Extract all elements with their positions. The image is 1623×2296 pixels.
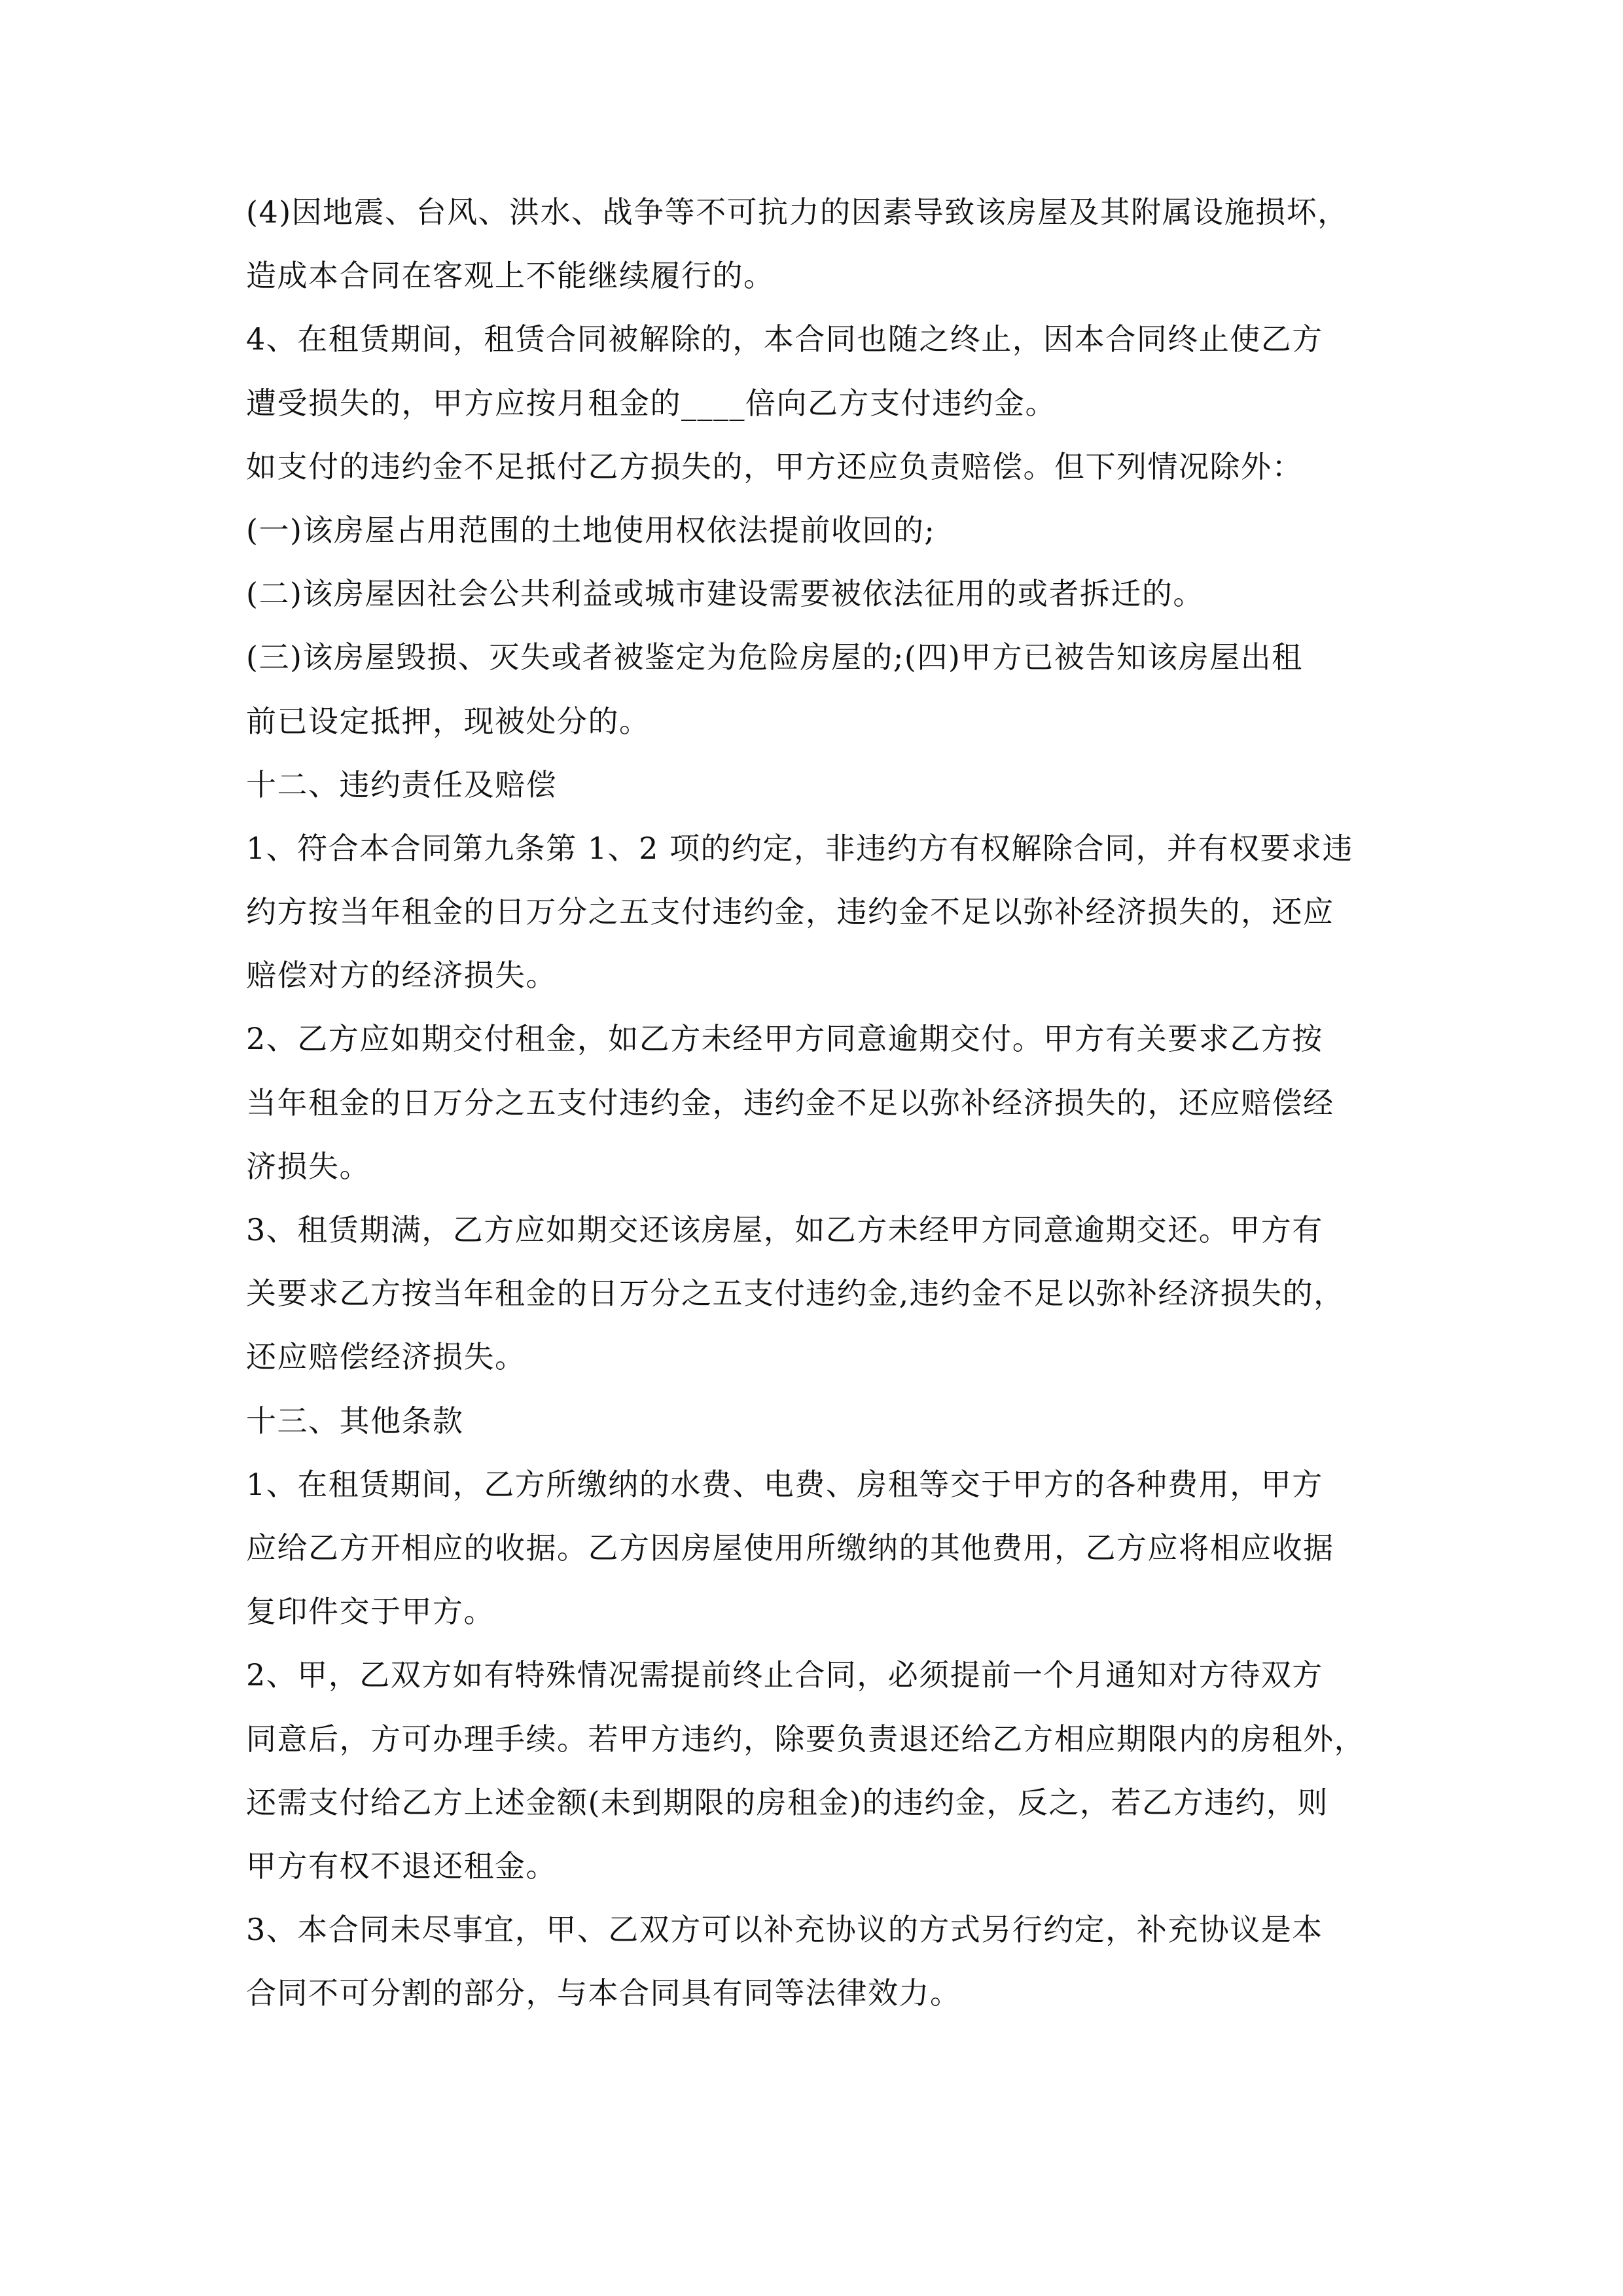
text-line: 甲方有权不退还租金。: [246, 1848, 557, 1884]
text-line: (4)因地震、台风、洪水、战争等不可抗力的因素导致该房屋及其附属设施损坏，: [246, 194, 1349, 230]
text-line: 合同不可分割的部分，与本合同具有同等法律效力。: [246, 1975, 961, 2011]
text-line: 2、甲，乙双方如有特殊情况需提前终止合同，必须提前一个月通知对方待双方: [246, 1657, 1323, 1693]
text-line: 1、符合本合同第九条第 1、2 项的约定，非违约方有权解除合同，并有权要求违: [246, 830, 1354, 866]
text-line: (三)该房屋毁损、灭失或者被鉴定为危险房屋的;(四)甲方已被告知该房屋出租: [246, 639, 1303, 675]
section-heading: 十三、其他条款: [246, 1403, 464, 1439]
text-line: 3、租赁期满，乙方应如期交还该房屋，如乙方未经甲方同意逾期交还。甲方有: [246, 1212, 1323, 1247]
text-line: (二)该房屋因社会公共利益或城市建设需要被依法征用的或者拆迁的。: [246, 576, 1204, 612]
text-line: 当年租金的日万分之五支付违约金，违约金不足以弥补经济损失的，还应赔偿经: [246, 1085, 1334, 1121]
text-line: 3、本合同未尽事宜，甲、乙双方可以补充协议的方式另行约定，补充协议是本: [246, 1912, 1323, 1948]
text-line: 如支付的违约金不足抵付乙方损失的，甲方还应负责赔偿。但下列情况除外：: [246, 448, 1303, 484]
text-line: 4、在租赁期间，租赁合同被解除的，本合同也随之终止，因本合同终止使乙方: [246, 321, 1323, 357]
text-line: 1、在租赁期间，乙方所缴纳的水费、电费、房租等交于甲方的各种费用，甲方: [246, 1466, 1323, 1502]
text-line: (一)该房屋占用范围的土地使用权依法提前收回的;: [246, 512, 936, 548]
text-line: 赔偿对方的经济损失。: [246, 958, 557, 994]
text-line: 约方按当年租金的日万分之五支付违约金，违约金不足以弥补经济损失的，还应: [246, 894, 1334, 930]
text-line: 还需支付给乙方上述金额(未到期限的房租金)的违约金，反之，若乙方违约，则: [246, 1784, 1329, 1820]
text-line: 遭受损失的，甲方应按月租金的____倍向乙方支付违约金。: [246, 385, 1056, 421]
text-line: 应给乙方开相应的收据。乙方因房屋使用所缴纳的其他费用，乙方应将相应收据: [246, 1530, 1334, 1566]
text-line: 前已设定抵押，现被处分的。: [246, 703, 651, 739]
document-body: [246, 196, 1385, 2041]
text-line: 同意后，方可办理手续。若甲方违约，除要负责退还给乙方相应期限内的房租外，: [246, 1721, 1365, 1757]
text-line: 造成本合同在客观上不能继续履行的。: [246, 258, 775, 294]
text-line: 还应赔偿经济损失。: [246, 1339, 526, 1375]
text-line: 济损失。: [246, 1148, 370, 1184]
section-heading: 十二、违约责任及赔偿: [246, 766, 557, 802]
text-line: 复印件交于甲方。: [246, 1594, 495, 1630]
text-line: 关要求乙方按当年租金的日万分之五支付违约金,违约金不足以弥补经济损失的，: [246, 1276, 1345, 1312]
text-line: 2、乙方应如期交付租金，如乙方未经甲方同意逾期交付。甲方有关要求乙方按: [246, 1021, 1323, 1057]
